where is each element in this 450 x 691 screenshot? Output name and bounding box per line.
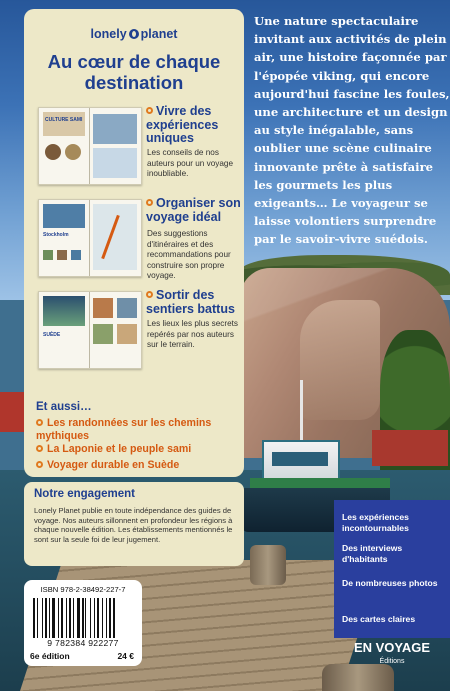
feature-title-text: Organiser son voyage idéal xyxy=(146,196,241,224)
feature-thumbnail-label: SUÈDE xyxy=(43,332,61,338)
barcode-bar xyxy=(45,598,47,638)
isbn-text: ISBN 978-2-38492-227-7 xyxy=(40,585,126,594)
boat-mast xyxy=(300,380,303,444)
bullet-ring-icon xyxy=(36,445,43,452)
highlight-item-3: De nombreuses photos xyxy=(342,578,438,588)
barcode-bar xyxy=(69,598,71,638)
barcode-bars xyxy=(33,598,133,638)
feature-description-1: Les conseils de nos auteurs pour un voyage inoubliable. xyxy=(147,148,234,178)
brand-subtitle: Éditions xyxy=(379,658,405,665)
globe-icon xyxy=(129,29,139,39)
aussi-item-2 xyxy=(36,443,240,456)
barcode-bar xyxy=(90,598,91,638)
barcode-bar xyxy=(97,598,99,638)
barcode-number: 9 782384 922277 xyxy=(47,638,119,648)
barcode-bar xyxy=(58,598,59,638)
back-cover-blurb: Une nature spectaculaire invitant aux activités de plein air, une histoire façonnée par l'épopée viking, qui encore aujourd'hui fascine les foules, une architecture et un design au style inégalable, sans oublier une scène culinaire innovante prête à satisfaire les gourmets les plus exigeants… Le voyageur se laisse volontiers surprendre par le savoir-vivre suédois. xyxy=(254,14,450,247)
barcode-bar xyxy=(73,598,74,638)
logo-word-2: planet xyxy=(140,27,178,41)
feature-description-3: Les lieux les plus secrets repérés par nos auteurs sur le terrain. xyxy=(147,319,239,349)
feature-title-2 xyxy=(146,197,242,224)
dock-bollard xyxy=(322,664,394,691)
red-house xyxy=(372,430,448,466)
aussi-item-3 xyxy=(36,459,240,472)
feature-thumbnail-2 xyxy=(38,199,142,277)
feature-title-1 xyxy=(146,105,242,146)
edition-label: 6e édition xyxy=(30,651,70,661)
bullet-ring-icon xyxy=(146,291,153,298)
engagement-title: Notre engagement xyxy=(34,488,135,500)
bullet-ring-icon xyxy=(146,199,153,206)
barcode-bar xyxy=(85,598,86,638)
aussi-item-text: Les randonnées sur les chemins mythiques xyxy=(36,417,212,442)
barcode-bar xyxy=(61,598,63,638)
barcode-block xyxy=(24,580,142,666)
feature-title-text: Vivre des expériences uniques xyxy=(146,104,219,145)
feature-title-3 xyxy=(146,289,242,316)
feature-thumbnail-label: CULTURE SAMI xyxy=(45,117,83,123)
barcode-bar xyxy=(37,598,38,638)
barcode-bar xyxy=(82,598,84,638)
aussi-item-1 xyxy=(36,417,240,442)
highlight-item-2: Des interviews d'habitants xyxy=(342,543,403,564)
aussi-title: Et aussi… xyxy=(36,401,92,413)
logo-word-1: lonely xyxy=(90,27,127,41)
barcode-bar xyxy=(66,598,67,638)
bullet-ring-icon xyxy=(36,419,43,426)
highlights-box xyxy=(334,500,450,638)
engagement-text: Lonely Planet publie en toute indépendance des guides de voyage. Nos auteurs sillonnent en profondeur les régions à chaque nouvelle édition. Les établissements mentionnés le sont sur la seule foi de leur jugement. xyxy=(34,506,233,544)
barcode-bar xyxy=(106,598,107,638)
panel-headline: Au cœur de chaque destination xyxy=(47,51,221,93)
bullet-ring-icon xyxy=(146,107,153,114)
aussi-item-text: La Laponie et le peuple sami xyxy=(47,443,192,455)
bullet-ring-icon xyxy=(36,461,43,468)
features-panel xyxy=(24,9,244,477)
barcode-bar xyxy=(113,598,115,638)
barcode-bar xyxy=(42,598,43,638)
aussi-item-text: Voyager durable en Suède xyxy=(47,459,180,471)
barcode-bar xyxy=(77,598,80,638)
dock-bollard xyxy=(250,545,286,585)
feature-thumbnail-1 xyxy=(38,107,142,185)
barcode-bar xyxy=(94,598,95,638)
barcode-bar xyxy=(49,598,50,638)
highlight-item-4: Des cartes claires xyxy=(342,614,416,624)
highlight-item-1: Les expériences incontournables xyxy=(342,512,409,533)
brand-name: EN VOYAGE xyxy=(353,640,431,655)
red-house xyxy=(0,392,24,432)
feature-thumbnail-label: Stockholm xyxy=(43,232,69,238)
publisher-logo xyxy=(24,27,244,41)
feature-title-text: Sortir des sentiers battus xyxy=(146,288,235,316)
barcode-bar xyxy=(52,598,55,638)
engagement-panel xyxy=(24,482,244,566)
barcode-bar xyxy=(102,598,103,638)
cliff-highlight xyxy=(300,300,380,420)
barcode-bar xyxy=(33,598,35,638)
price-label: 24 € xyxy=(117,651,134,661)
barcode-bar xyxy=(109,598,111,638)
feature-thumbnail-3 xyxy=(38,291,142,369)
feature-description-2: Des suggestions d'itinéraires et des recommandations pour construire son propre voyage. xyxy=(147,229,231,280)
